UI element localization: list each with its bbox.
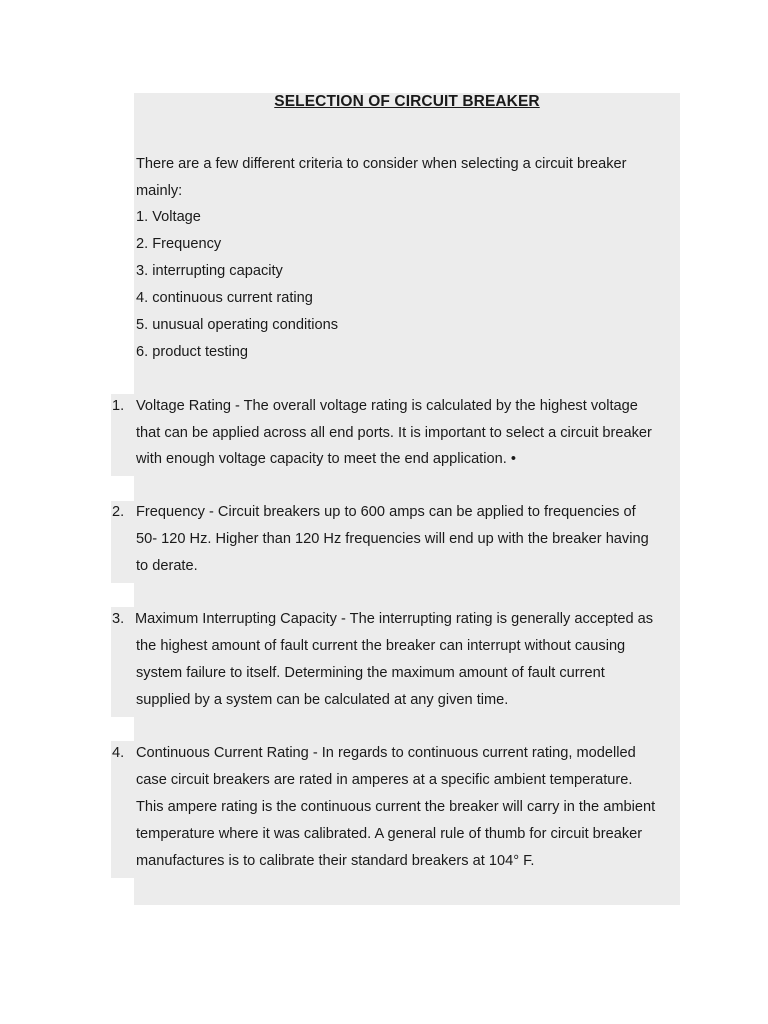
criteria-item: 3. interrupting capacity bbox=[136, 263, 283, 279]
criteria-item: 2. Frequency bbox=[136, 236, 222, 252]
section-line: supplied by a system can be calculated at any given time. bbox=[136, 692, 509, 708]
section-number: 2. bbox=[112, 504, 125, 520]
section-line: Voltage Rating - The overall voltage rating is calculated by the highest voltage bbox=[136, 398, 638, 414]
section-number: 4. bbox=[112, 745, 125, 761]
criteria-item: 1. Voltage bbox=[136, 209, 201, 225]
section-line: case circuit breakers are rated in amperes at a specific ambient temperature. bbox=[136, 772, 633, 788]
intro-line: There are a few different criteria to consider when selecting a circuit breaker bbox=[136, 156, 627, 172]
section-line: This ampere rating is the continuous current the breaker will carry in the ambient bbox=[136, 799, 656, 815]
section-line: that can be applied across all end ports. It is important to select a circuit breaker bbox=[136, 425, 652, 441]
criteria-item: 6. product testing bbox=[136, 344, 248, 360]
intro-line: mainly: bbox=[136, 183, 183, 199]
section-line: the highest amount of fault current the breaker can interrupt without causing bbox=[136, 638, 626, 654]
criteria-item: 4. continuous current rating bbox=[136, 290, 313, 306]
criteria-item: 5. unusual operating conditions bbox=[136, 317, 339, 333]
section-line: Continuous Current Rating - In regards to continuous current rating, modelled bbox=[136, 745, 636, 761]
section-line: Maximum Interrupting Capacity - The interrupting rating is generally accepted as bbox=[135, 611, 654, 627]
section-number: 1. bbox=[112, 398, 125, 414]
section-line: system failure to itself. Determining the maximum amount of fault current bbox=[136, 665, 605, 681]
section-line: 50- 120 Hz. Higher than 120 Hz frequencies will end up with the breaker having bbox=[136, 531, 649, 547]
section-line: Frequency - Circuit breakers up to 600 amps can be applied to frequencies of bbox=[136, 504, 636, 520]
document-title: SELECTION OF CIRCUIT BREAKER bbox=[274, 93, 540, 110]
section-line: temperature where it was calibrated. A general rule of thumb for circuit breaker bbox=[136, 826, 643, 842]
section-line: to derate. bbox=[136, 558, 198, 574]
section-line: with enough voltage capacity to meet the end application. • bbox=[136, 451, 516, 467]
section-number: 3. bbox=[112, 611, 125, 627]
section-line: manufactures is to calibrate their standard breakers at 104° F. bbox=[136, 853, 535, 869]
